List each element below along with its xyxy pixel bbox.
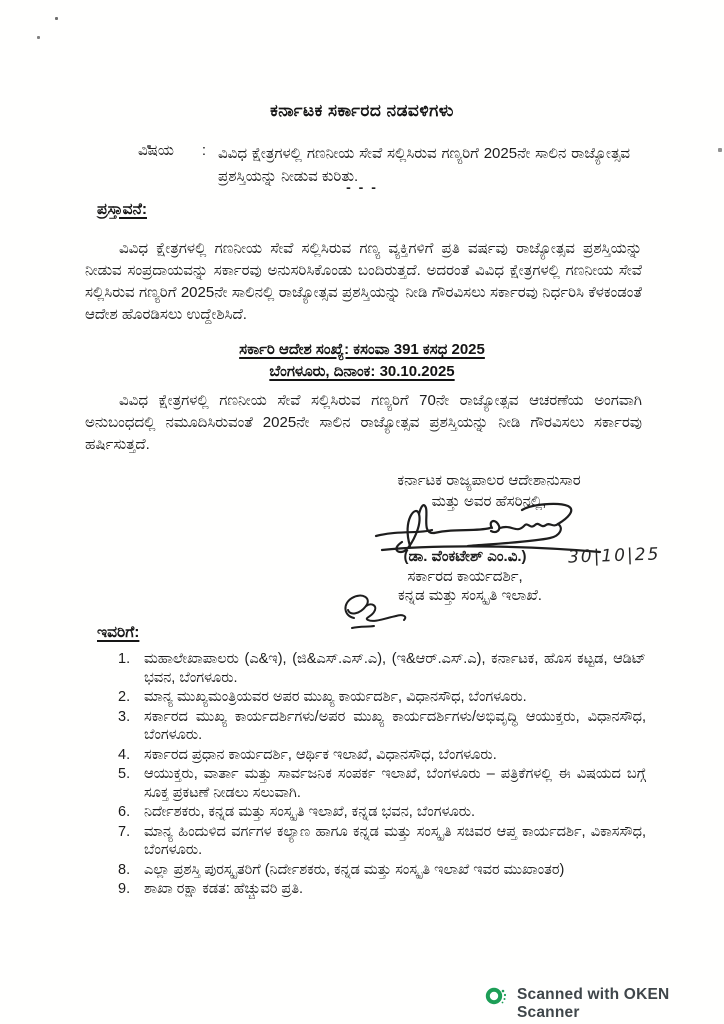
recipient-text: ಎಲ್ಲಾ ಪ್ರಶಸ್ತಿ ಪುರಸ್ಕೃತರಿಗೆ (ನಿರ್ದೇಶಕರು, ಕನ್ನಡ ಮತ್ತು ಸಂಸ್ಕೃತಿ ಇಲಾಖೆ ಇವರ ಮುಖಾಂತರ) xyxy=(144,861,565,878)
order-place-date-line: ಬೆಂಗಳೂರು, ದಿನಾಂಕ: 30.10.2025 xyxy=(269,363,455,380)
by-order-line: ಕರ್ನಾಟಕ ರಾಜ್ಯಪಾಲರ ಆದೇಶಾನುಸಾರ xyxy=(397,472,581,489)
preamble-heading: ಪ್ರಸ್ತಾವನೆ: xyxy=(97,201,147,218)
recipient-text: ಶಾಖಾ ರಕ್ಷಾ ಕಡತ: ಹೆಚ್ಚುವರಿ ಪ್ರತಿ. xyxy=(144,881,304,897)
recipient-text: ಸರ್ಕಾರದ ಮುಖ್ಯ ಕಾರ್ಯದರ್ಶಿಗಳು/ಅಪರ ಮುಖ್ಯ ಕಾರ್ಯದರ್ಶಿಗಳು/ಅಭಿವೃದ್ಧಿ ಆಯುಕ್ತರು, ವಿಧಾನಸೌಧ, ಬೆಂಗಳೂರು. xyxy=(144,708,646,743)
recipient-item xyxy=(118,708,646,745)
recipients-heading: ಇವರಿಗೆ: xyxy=(97,624,140,641)
subject-text: ವಿವಿಧ ಕ್ಷೇತ್ರಗಳಲ್ಲಿ ಗಣನೀಯ ಸೇವೆ ಸಲ್ಲಿಸಿರುವ ಗಣ್ಯರಿಗೆ 2025ನೇ ಸಾಲಿನ ರಾಜ್ಯೋತ್ಸವ ಪ್ರಶಸ್ತಿಯನ್ನು ನೀಡುವ ಕುರಿತು. xyxy=(218,145,630,185)
recipient-number: 9. xyxy=(118,881,131,897)
recipient-number: 3. xyxy=(118,708,131,725)
recipient-number: 2. xyxy=(118,689,131,705)
in-name-line: ಮತ್ತು ಅವರ ಹೆಸರಿನಲ್ಲಿ, xyxy=(431,493,547,510)
recipient-item xyxy=(118,861,646,880)
scan-noise-speck xyxy=(37,36,40,39)
order-number-line: ಸರ್ಕಾರಿ ಆದೇಶ ಸಂಖ್ಯೆ: ಕಸಂವಾ 391 ಕಸಧ 2025 xyxy=(239,341,485,358)
recipient-number: 7. xyxy=(118,823,131,840)
recipient-text: ಮಾನ್ಯ ಮುಖ್ಯಮಂತ್ರಿಯವರ ಅಪರ ಮುಖ್ಯ ಕಾರ್ಯದರ್ಶಿ, ವಿಧಾನಸೌಧ, ಬೆಂಗಳೂರು. xyxy=(144,689,527,705)
signatory-department: ಕನ್ನಡ ಮತ್ತು ಸಂಸ್ಕೃತಿ ಇಲಾಖೆ. xyxy=(398,587,542,604)
handwritten-date: 30|10|25 xyxy=(567,544,661,568)
recipient-number: 6. xyxy=(118,804,131,820)
recipient-text: ಸರ್ಕಾರದ ಪ್ರಧಾನ ಕಾರ್ಯದರ್ಶಿ, ಆರ್ಥಿಕ ಇಲಾಖೆ, ವಿಧಾನಸೌಧ, ಬೆಂಗಳೂರು. xyxy=(144,746,497,763)
scanner-watermark xyxy=(0,982,724,1021)
initials-scrawl-icon xyxy=(338,590,422,632)
recipient-text: ಮಾನ್ಯ ಹಿಂದುಳಿದ ವರ್ಗಗಳ ಕಲ್ಯಾಣ ಹಾಗೂ ಕನ್ನಡ ಮತ್ತು ಸಂಸ್ಕೃತಿ ಸಚಿವರ ಆಪ್ತ ಕಾರ್ಯದರ್ಶಿ, ವಿಕಾಸಸೌಧ, ಬೆಂಗಳೂರು. xyxy=(144,823,646,858)
recipient-item xyxy=(118,803,646,822)
recipient-item xyxy=(118,688,646,707)
recipient-item xyxy=(118,823,646,860)
scan-noise-speck xyxy=(55,17,58,20)
recipient-number: 5. xyxy=(118,766,131,782)
subject-label: ವಿಷಯ xyxy=(138,142,174,159)
recipient-number: 1. xyxy=(118,651,131,667)
scanner-text: Scanned with OKEN Scanner xyxy=(517,986,670,1021)
recipient-number: 8. xyxy=(118,861,131,878)
signatory-designation: ಸರ್ಕಾರದ ಕಾರ್ಯದರ್ಶಿ, xyxy=(407,568,523,585)
recipient-number: 4. xyxy=(118,746,131,763)
separator-dashes: - - - xyxy=(346,179,378,195)
recipient-item xyxy=(118,650,646,687)
recipient-text: ನಿರ್ದೇಶಕರು, ಕನ್ನಡ ಮತ್ತು ಸಂಸ್ಕೃತಿ ಇಲಾಖೆ, ಕನ್ನಡ ಭವನ, ಬೆಂಗಳೂರು. xyxy=(144,804,476,820)
signatory-name: (ಡಾ. ವೆಂಕಟೇಶ್ ಎಂ.ವಿ.) xyxy=(403,548,527,565)
subject-colon: : xyxy=(201,142,207,159)
recipient-text: ಆಯುಕ್ತರು, ವಾರ್ತಾ ಮತ್ತು ಸಾರ್ವಜನಿಕ ಸಂಪರ್ಕ ಇಲಾಖೆ, ಬೆಂಗಳೂರು – ಪತ್ರಿಕೆಗಳಲ್ಲಿ ಈ ವಿಷಯದ ಬಗ್ಗೆ ಸೂಕ್ತ ಪ್ರಕಟಣೆ ನೀಡಲು ಸಲುವಾಗಿ. xyxy=(144,766,646,801)
preamble-paragraph: ವಿವಿಧ ಕ್ಷೇತ್ರಗಳಲ್ಲಿ ಗಣನೀಯ ಸೇವೆ ಸಲ್ಲಿಸಿರುವ ಗಣ್ಯ ವ್ಯಕ್ತಿಗಳಿಗೆ ಪ್ರತಿ ವರ್ಷವು ರಾಜ್ಯೋತ್ಸವ ಪ್ರಶಸ್ತಿಯನ್ನು ನೀಡುವ ಸಂಪ್ರದಾಯವನ್ನು ಸರ್ಕಾರವು ಅನುಸರಿಸಿಕೊಂಡು ಬಂದಿರುತ್ತದೆ. ಅದರಂತೆ ವಿವಿಧ ಕ್ಷೇತ್ರಗಳಲ್ಲಿ ಗಣನೀಯ ಸೇವೆ ಸಲ್ಲಿಸಿರುವ ಗಣ್ಯರಿಗೆ 2025ನೇ ಸಾಲಿನಲ್ಲಿ ರಾಜ್ಯೋತ್ಸವ ಪ್ರಶಸ್ತಿಯನ್ನು ನೀಡಿ ಗೌರವಿಸಲು ಸರ್ಕಾರವು ನಿರ್ಧರಿಸಿ ಕೆಳಕಂಡಂತೆ ಆದೇಶ ಹೊರಡಿಸಲು ಉದ್ದೇಶಿಸಿದೆ. xyxy=(85,240,642,323)
recipient-text: ಮಹಾಲೇಖಾಪಾಲರು (ಎ&ಇ), (ಜಿ&ಎಸ್.ಎಸ್.ಎ), (ಇ&ಆರ್.ಎಸ್.ಎ), ಕರ್ನಾಟಕ, ಹೊಸ ಕಟ್ಟಡ, ಆಡಿಟ್ ಭವನ, ಬೆಂಗಳೂರು. xyxy=(144,651,646,686)
recipient-item xyxy=(118,880,646,899)
recipient-list xyxy=(118,650,646,900)
document-title: ಕರ್ನಾಟಕ ಸರ್ಕಾರದ ನಡವಳಿಗಳು xyxy=(270,101,454,120)
recipient-item xyxy=(118,746,646,765)
oken-scanner-logo-icon xyxy=(484,984,508,1008)
order-paragraph: ವಿವಿಧ ಕ್ಷೇತ್ರಗಳಲ್ಲಿ ಗಣನೀಯ ಸೇವೆ ಸಲ್ಲಿಸಿರುವ ಗಣ್ಯರಿಗೆ 70ನೇ ರಾಜ್ಯೋತ್ಸವ ಆಚರಣೆಯ ಅಂಗವಾಗಿ ಅನುಬಂಧದಲ್ಲಿ ನಮೂದಿಸಿರುವಂತೆ 2025ನೇ ಸಾಲಿನ ರಾಜ್ಯೋತ್ಸವ ಪ್ರಶಸ್ತಿಯನ್ನು ನೀಡಿ ಗೌರವಿಸಲು ಸರ್ಕಾರವು ಹರ್ಷಿಸುತ್ತದೆ. xyxy=(85,392,642,453)
recipient-item xyxy=(118,765,646,802)
scan-noise-speck xyxy=(718,148,722,152)
